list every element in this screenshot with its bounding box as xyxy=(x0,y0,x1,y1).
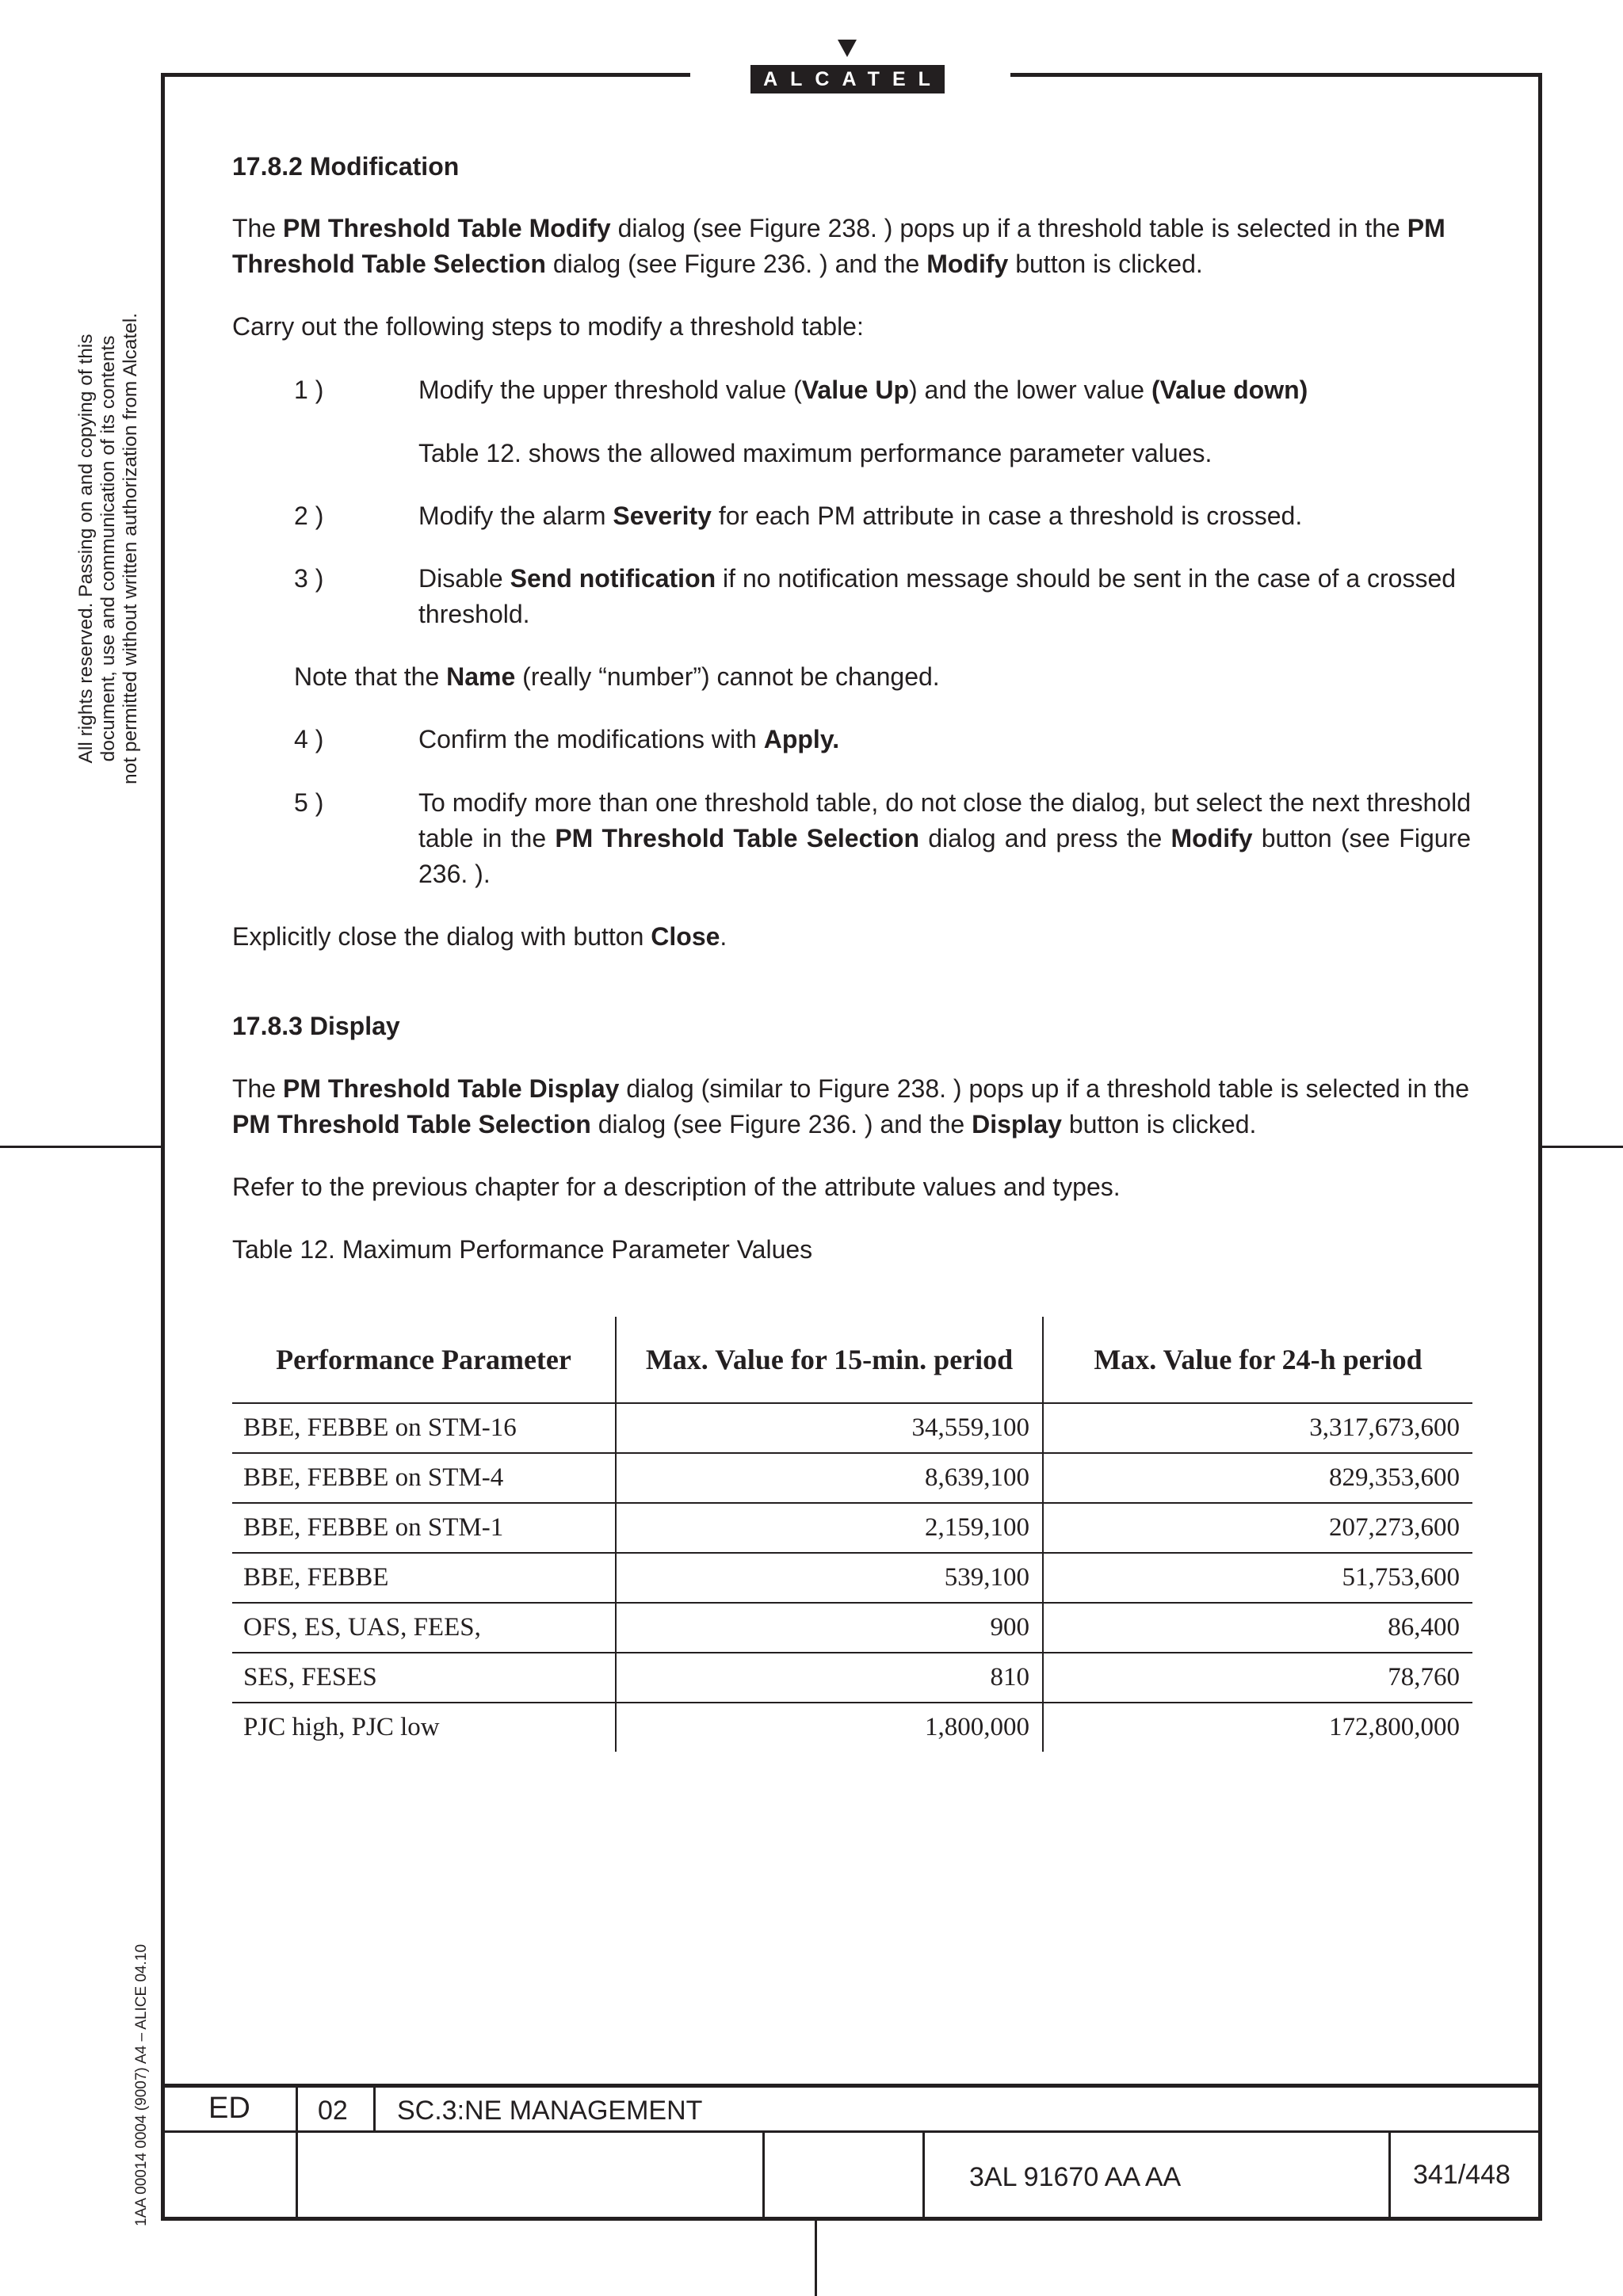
rights-notice xyxy=(75,313,142,784)
close-instruction: Explicitly close the dialog with button Close. xyxy=(232,922,727,951)
footer-divider xyxy=(373,2084,376,2133)
rights-line-2: document, use and communication of its contents xyxy=(97,335,119,762)
header-parameter: Performance Parameter xyxy=(276,1344,571,1375)
page-number: 341/448 xyxy=(1413,2160,1510,2190)
refer-text: Refer to the previous chapter for a description of the attribute values and types. xyxy=(232,1173,1121,1201)
table-row: BBE, FEBBE 539,100 51,753,600 xyxy=(232,1553,1472,1603)
footer-top-line xyxy=(161,2084,1542,2088)
steps-intro: Carry out the following steps to modify a threshold table: xyxy=(232,312,864,341)
table-row: BBE, FEBBE on STM-1 2,159,100 207,273,600 xyxy=(232,1503,1472,1553)
ed-label: ED xyxy=(208,2092,250,2125)
rights-line-3: not permitted without written authorization from Alcatel. xyxy=(120,312,141,784)
table-row: PJC high, PJC low 1,800,000 172,800,000 xyxy=(232,1703,1472,1752)
table-row: BBE, FEBBE on STM-4 8,639,100 829,353,600 xyxy=(232,1453,1472,1503)
doc-number: 3AL 91670 AA AA xyxy=(969,2162,1182,2192)
header-24h: Max. Value for 24-h period xyxy=(1043,1317,1472,1403)
footer-divider xyxy=(296,2084,298,2221)
table-header-row xyxy=(232,1317,1472,1403)
rights-line-1: All rights reserved. Passing on and copying of this xyxy=(75,334,97,764)
footer-divider xyxy=(1388,2130,1391,2221)
footer-divider xyxy=(762,2130,765,2221)
bottom-center-mark xyxy=(815,2221,817,2296)
ed-value: 02 xyxy=(318,2096,348,2126)
left-margin-mark xyxy=(0,1146,161,1148)
table-row: SES, FESES 810 78,760 xyxy=(232,1653,1472,1703)
header-15min: Max. Value for 15-min. period xyxy=(616,1317,1043,1403)
display-intro: The PM Threshold Table Display dialog (similar to Figure 238. ) pops up if a threshold table is selected in the PM Threshold Table Selection dialog (see Figure 236. ) and the Display button is clicked. xyxy=(232,1074,1469,1138)
modification-intro: The PM Threshold Table Modify dialog (see Figure 238. ) pops up if a threshold table is selected in the PM Threshold Table Selection dialog (see Figure 236. ) and the Modify button is clicked. xyxy=(232,214,1445,278)
footer-divider xyxy=(922,2130,925,2221)
section-heading-modification: 17.8.2 Modification xyxy=(232,152,460,181)
doc-code: 1AA 00014 0004 (9007) A4 – ALICE 04.10 xyxy=(133,1943,150,2226)
table-caption: Table 12. Maximum Performance Parameter Values xyxy=(232,1235,813,1264)
footer-section: SC.3:NE MANAGEMENT xyxy=(397,2096,703,2126)
alcatel-logo: ALCATEL xyxy=(750,65,945,93)
right-margin-mark xyxy=(1542,1146,1623,1148)
performance-table xyxy=(232,1317,1472,1752)
footer-block xyxy=(161,2084,1542,2221)
footer-mid-line xyxy=(161,2130,1542,2133)
logo-triangle-icon xyxy=(838,40,857,57)
table-row: OFS, ES, UAS, FEES, 900 86,400 xyxy=(232,1603,1472,1653)
table-row: BBE, FEBBE on STM-16 34,559,100 3,317,673,600 xyxy=(232,1403,1472,1453)
section-heading-display: 17.8.3 Display xyxy=(232,1012,400,1040)
